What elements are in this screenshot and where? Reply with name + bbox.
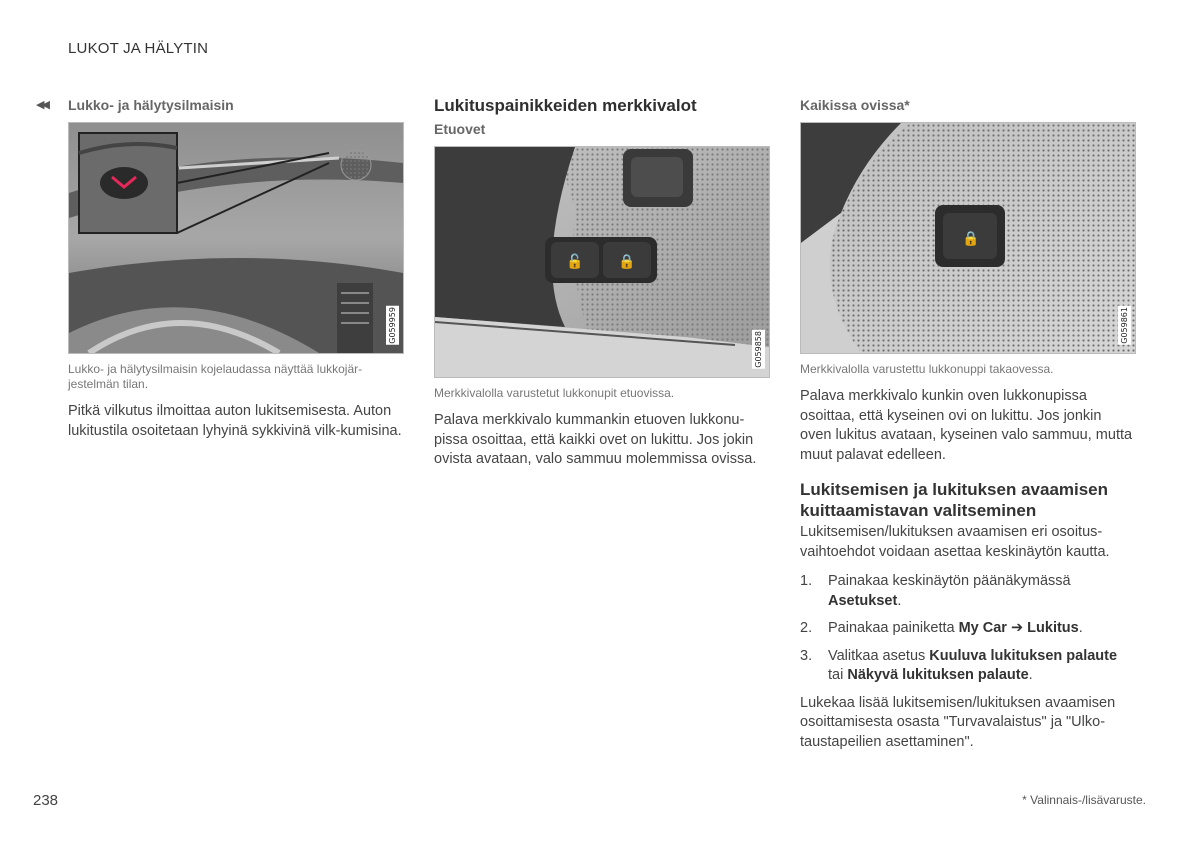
column-lock-indicator bbox=[36, 96, 402, 451]
sub-heading-front-doors: Etuovet bbox=[434, 121, 486, 137]
list-item: 3. Valitkaa asetus Kuuluva lukituksen palaute tai Näkyvä lukituksen palaute. bbox=[800, 647, 1118, 683]
body-paragraph: Pitkä vilkutus ilmoittaa auton lukitsemisesta. Auton lukitustila osoitetaan lyhyinä sykkivinä vilk-kumisina. bbox=[68, 403, 402, 439]
image-code: G059959 bbox=[388, 307, 397, 344]
sub-heading-all-doors: Kaikissa ovissa* bbox=[800, 97, 910, 113]
steps-list bbox=[800, 572, 1134, 686]
chapter-title: LUKOT JA HÄLYTIN bbox=[68, 40, 209, 57]
rear-door-photo bbox=[800, 122, 1136, 354]
svg-text:🔓: 🔓 bbox=[566, 254, 584, 270]
double-left-arrow-icon[interactable]: ◀◀ bbox=[36, 99, 47, 111]
body-paragraph: Palava merkkivalo kunkin oven lukkonupissa osoittaa, että kyseinen ovi on lukittu. Jos jonkin oven lukitus avataan, kyseinen valo sammuu, mutta muut palavat edelleen. bbox=[800, 388, 1133, 463]
image-code: G059858 bbox=[754, 331, 763, 368]
svg-text:🔒: 🔒 bbox=[618, 254, 636, 270]
front-door-photo bbox=[434, 146, 770, 378]
footnote: * Valinnais-/lisävaruste. bbox=[1022, 793, 1146, 807]
visual-feedback-label: Näkyvä lukituksen palaute bbox=[847, 667, 1029, 683]
image-code: G059861 bbox=[1120, 307, 1129, 344]
column-front-doors bbox=[434, 96, 768, 480]
intro-paragraph: Lukitsemisen/lukituksen avaamisen eri osoitus-vaihtoehdot voidaan asettaa keskinäytön kautta. bbox=[800, 524, 1110, 560]
sub-heading-lock-indicator: Lukko- ja hälytysilmaisin bbox=[68, 97, 234, 113]
my-car-label: My Car bbox=[958, 620, 1007, 636]
section-heading-confirmation: Lukitsemisen ja lukituksen avaamisen kuittaamistavan valitseminen bbox=[800, 480, 1109, 520]
outro-paragraph: Lukekaa lisää lukitsemisen/lukituksen avaamisen osoittamisesta osasta "Turvavalaistus" ja "Ulko-taustapeilien asettaminen". bbox=[800, 694, 1116, 750]
dashboard-photo bbox=[68, 122, 404, 354]
settings-label: Asetukset bbox=[828, 592, 898, 609]
page-number: 238 bbox=[33, 792, 59, 809]
body-paragraph: Palava merkkivalo kummankin etuoven lukkonu-pissa osoittaa, että kaikki ovet on lukittu. Jos jokin ovista avataan, valo sammuu molemmissa ovissa. bbox=[434, 412, 757, 467]
figure-caption: Lukko- ja hälytysilmaisin kojelaudassa näyttää lukkojär-jestelmän tilan. bbox=[68, 362, 363, 391]
svg-text:🔒: 🔒 bbox=[962, 231, 980, 247]
figure-caption: Merkkivalolla varustetut lukkonupit etuovissa. bbox=[434, 386, 675, 400]
locking-label: Lukitus bbox=[1027, 620, 1079, 636]
audible-feedback-label: Kuuluva lukituksen palaute bbox=[929, 647, 1118, 664]
list-item: 1. Painakaa keskinäytön päänäkymässä Asetukset. bbox=[800, 573, 1071, 609]
column-all-doors bbox=[800, 96, 1134, 762]
section-title: Lukituspainikkeiden merkkivalot bbox=[434, 96, 697, 115]
right-arrow-icon: ➔ bbox=[1010, 620, 1024, 636]
figure-caption: Merkkivalolla varustettu lukkonuppi takaovessa. bbox=[800, 362, 1054, 376]
list-item: 2. Painakaa painiketta My Car ➔ Lukitus. bbox=[800, 620, 1083, 636]
